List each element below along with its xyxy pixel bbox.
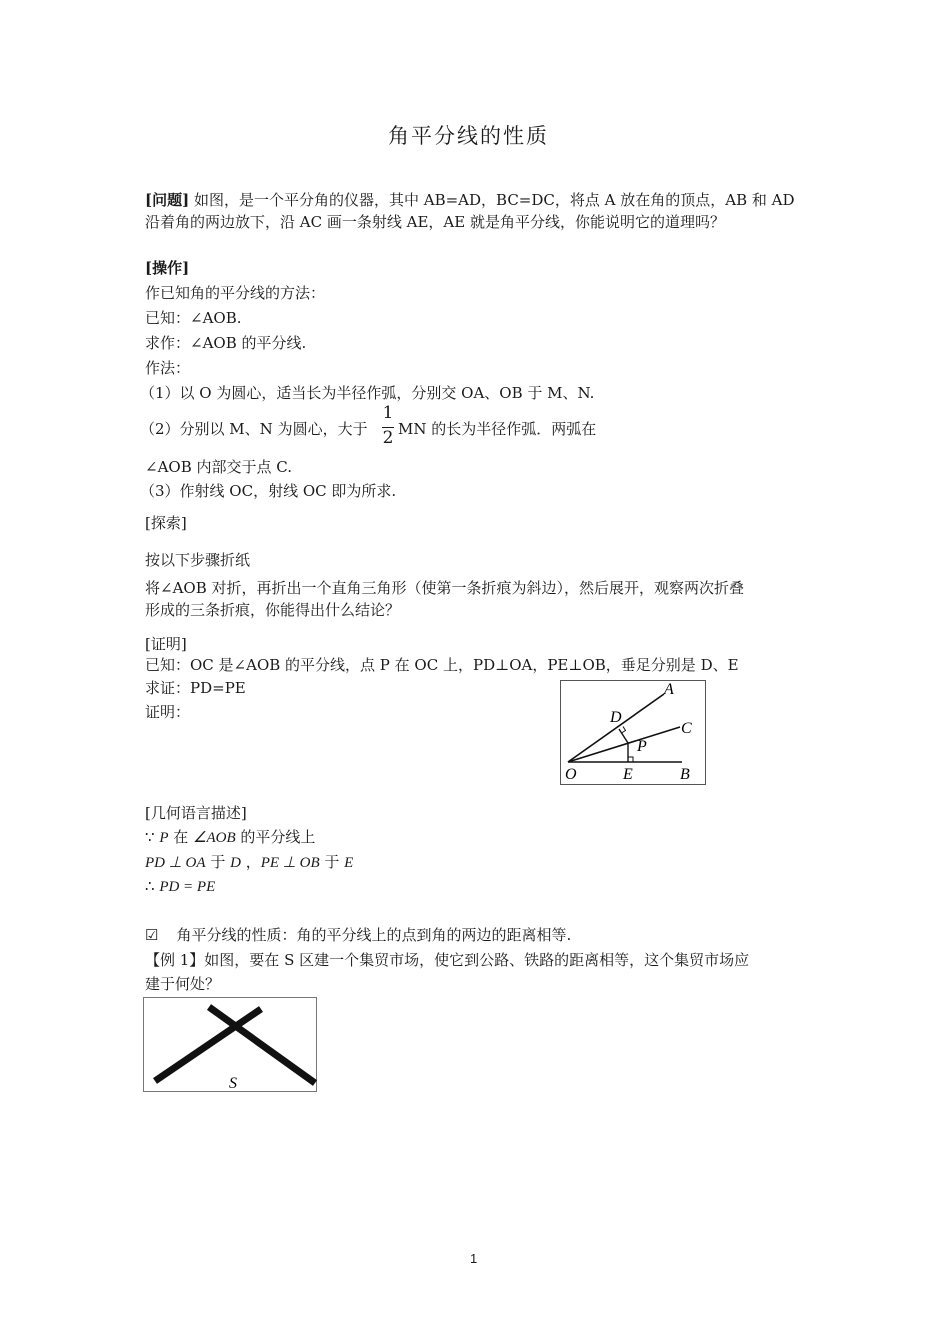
- problem-label: [问题]: [145, 191, 190, 209]
- angle-aob: ∠AOB: [193, 830, 236, 846]
- road-railway-figure: [143, 997, 317, 1092]
- railway-line: [209, 1007, 315, 1083]
- label-c: C: [681, 720, 692, 737]
- explore-line-1: 按以下步骤折纸: [145, 551, 251, 569]
- problem-text-1: 如图，是一个平分角的仪器，其中 AB=AD，BC=DC，将点 A 放在角的顶点，AB 和 AD: [189, 191, 795, 209]
- pe-perp-ob: PE ⊥ OB: [260, 855, 320, 871]
- therefore-symbol: ∴: [145, 877, 160, 895]
- label-p: P: [637, 738, 647, 755]
- conclusion-pd-pe: PD = PE: [159, 879, 216, 895]
- problem-line-1: [145, 190, 795, 210]
- label-d: D: [610, 709, 622, 726]
- geometry-line-1: [145, 827, 315, 848]
- operation-known: 已知：∠AOB.: [145, 309, 242, 327]
- right-angle-mark-d: [622, 727, 626, 734]
- operation-step-1: （1）以 O 为圆心，适当长为半径作弧，分别交 OA、OB 于 M、N.: [140, 384, 595, 402]
- angle-bisector-figure: [560, 680, 706, 785]
- point-p: P: [159, 830, 169, 846]
- example-1-line-2: 建于何处？: [145, 975, 221, 993]
- fraction-numerator: 1: [382, 403, 394, 423]
- page-title: 角平分线的性质: [388, 124, 549, 148]
- ray-oa: [568, 694, 664, 762]
- foot-e: E: [344, 855, 354, 871]
- fraction-denominator: 2: [382, 428, 394, 448]
- proof-given: 已知：OC 是∠AOB 的平分线，点 P 在 OC 上，PD⊥OA，PE⊥OB，垂足分别是 D、E: [145, 656, 739, 674]
- operation-step-2c: ∠AOB 内部交于点 C.: [145, 458, 292, 476]
- ray-oc: [568, 727, 680, 762]
- page-number: 1: [470, 1251, 478, 1266]
- explore-line-2: 将∠AOB 对折，再折出一个直角三角形（使第一条折痕为斜边），然后展开，观察两次折叠: [145, 579, 744, 597]
- operation-step-2a: （2）分别以 M、N 为圆心，大于: [140, 420, 368, 438]
- geometry-line-2: [145, 852, 353, 873]
- geometry-label: [几何语言描述]: [145, 804, 247, 822]
- label-a: A: [664, 681, 674, 698]
- road-line: [155, 1009, 261, 1081]
- pd-perp-oa: PD ⊥ OA: [145, 855, 206, 871]
- property-text: 角平分线的性质：角的平分线上的点到角的两边的距离相等.: [176, 926, 572, 944]
- checkbox-icon: ☑: [145, 926, 159, 944]
- label-e: E: [623, 766, 633, 783]
- label-s: S: [229, 1075, 237, 1092]
- operation-step-2b: MN 的长为半径作弧．两弧在: [398, 420, 597, 438]
- proof-proof-label: 证明：: [145, 703, 191, 721]
- geometry-text: ，: [240, 853, 261, 871]
- property-line: [145, 925, 571, 945]
- operation-label: [操作]: [145, 259, 190, 277]
- operation-method: 作法：: [145, 359, 191, 377]
- geometry-text: 在: [168, 828, 194, 846]
- segment-pd: [619, 729, 628, 743]
- proof-label: [证明]: [145, 635, 187, 653]
- geometry-line-3: [145, 876, 215, 897]
- because-symbol: ∵: [145, 828, 160, 846]
- label-b: B: [680, 766, 690, 783]
- operation-intro: 作已知角的平分线的方法：: [145, 284, 326, 302]
- label-o: O: [565, 766, 577, 783]
- proof-prove: 求证：PD=PE: [145, 679, 246, 697]
- foot-d: D: [230, 855, 241, 871]
- geometry-text: 的平分线上: [235, 828, 316, 846]
- operation-find: 求作：∠AOB 的平分线.: [145, 334, 307, 352]
- explore-label: [探索]: [145, 514, 187, 532]
- example-1-line-1: 【例 1】如图，要在 S 区建一个集贸市场，使它到公路、铁路的距离相等，这个集贸市场应: [145, 951, 750, 969]
- problem-line-2: 沿着角的两边放下，沿 AC 画一条射线 AE，AE 就是角平分线，你能说明它的道理吗？: [145, 213, 725, 231]
- geometry-text: 于: [319, 853, 345, 871]
- explore-line-3: 形成的三条折痕，你能得出什么结论？: [145, 601, 401, 619]
- operation-step-3: （3）作射线 OC，射线 OC 即为所求.: [140, 482, 397, 500]
- geometry-text: 于: [205, 853, 231, 871]
